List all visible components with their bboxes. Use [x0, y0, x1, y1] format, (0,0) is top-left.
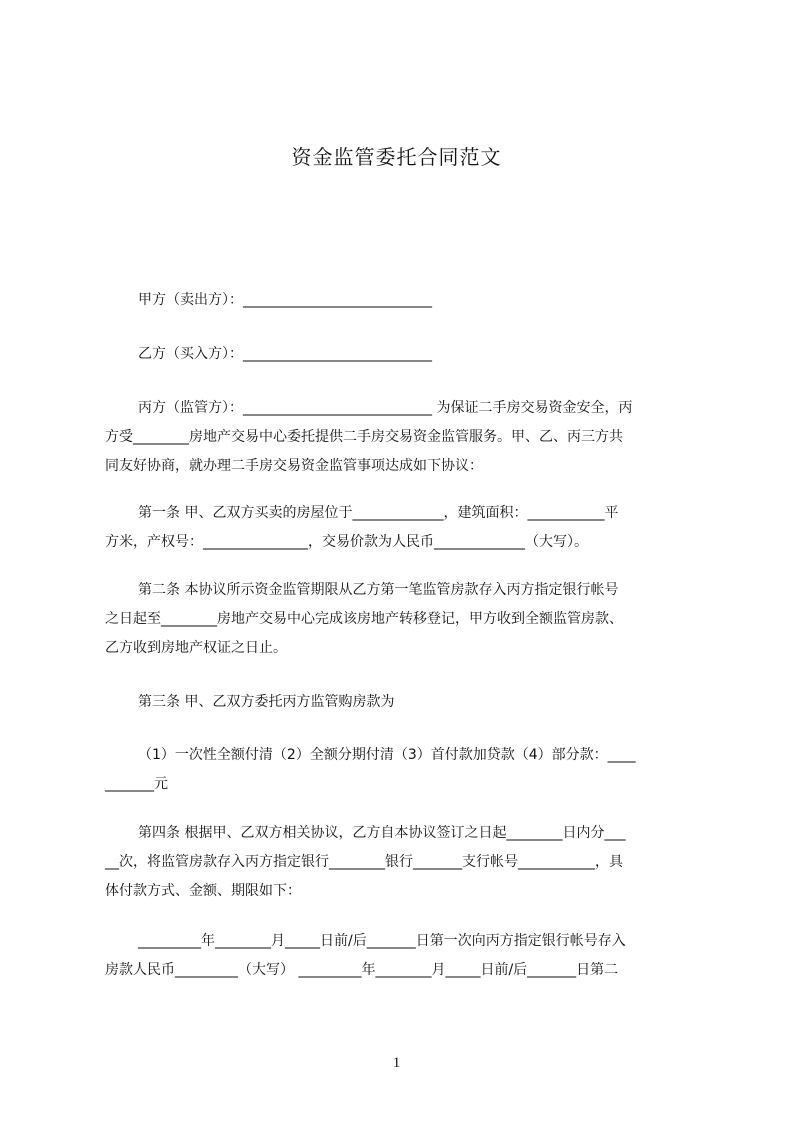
article-1-paragraph — [105, 499, 701, 557]
article-4-paragraph — [105, 819, 701, 906]
party-c-paragraph — [105, 394, 701, 481]
article-2-line-2: 之日起至________房地产交易中心完成该房地产转移登记，甲方收到全额监管房款、 — [105, 611, 623, 627]
payment-options-line-2: _______元 — [105, 776, 168, 792]
article-1-line-1: 第一条 甲、乙双方买卖的房屋位于_____________，建筑面积：___________平 — [138, 505, 619, 521]
page-number: 1 — [392, 1055, 401, 1071]
article-3-line-1: 第三条 甲、乙双方委托丙方监管购房款为 — [138, 694, 395, 710]
article-3-paragraph — [105, 688, 701, 717]
party-a-line: 甲方（卖出方）：___________________________ — [138, 292, 432, 308]
article-2-line-1: 第二条 本协议所示资金监管期限从乙方第一笔监管房款存入丙方指定银行帐号 — [138, 582, 619, 598]
article-2-line-3: 乙方收到房地产权证之日止。 — [105, 640, 287, 656]
party-c-line-2: 方受________房地产交易中心委托提供二手房交易资金监管服务。甲、乙、丙三方共 — [105, 429, 623, 445]
article-4-line-2: __次，将监管房款存入丙方指定银行________银行_______支行帐号___________，具 — [105, 854, 623, 870]
schedule-line-1: _________年________月_____日前/后_______日第一次向丙方指定银行帐号存入 — [138, 933, 626, 949]
party-c-line-1: 丙方（监管方）：___________________________ 为保证二手房交易资金安全，丙 — [138, 400, 633, 416]
party-b-paragraph — [105, 340, 701, 369]
payment-options-line-1: （1）一次性全额付清（2）全额分期付清（3）首付款加贷款（4）部分款：____ — [138, 747, 636, 763]
article-2-paragraph — [105, 576, 701, 663]
payment-options-paragraph — [105, 741, 701, 799]
party-c-line-3: 同友好协商，就办理二手房交易资金监管事项达成如下协议： — [105, 458, 483, 474]
document-title: 资金监管委托合同范文 — [291, 145, 502, 169]
article-4-line-1: 第四条 根据甲、乙双方相关协议，乙方自本协议签订之日起________日内分___ — [138, 825, 626, 841]
party-a-paragraph — [105, 286, 701, 315]
article-1-line-2: 方米，产权号：_______________，交易价款为人民币_____________（大写）。 — [105, 534, 588, 550]
schedule-line-2: 房款人民币_________（大写） _________年________月_____日前/后_______日第二 — [105, 962, 619, 978]
article-4-line-3: 体付款方式、金额、期限如下： — [105, 883, 301, 899]
party-b-line: 乙方（买入方）：___________________________ — [138, 346, 432, 362]
schedule-paragraph — [105, 927, 701, 985]
